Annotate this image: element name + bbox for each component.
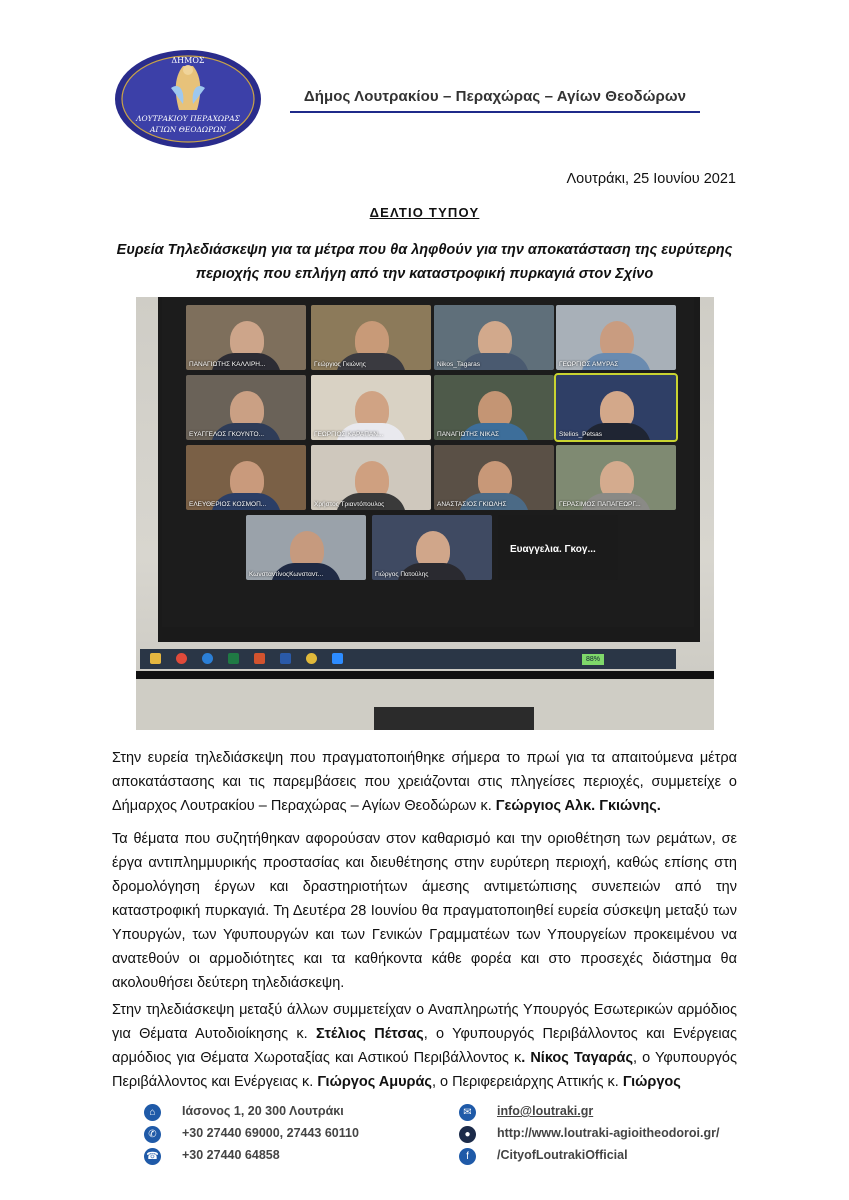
word-icon — [280, 653, 291, 664]
name-amyras: Γιώργος Αμυράς — [317, 1074, 432, 1090]
fax-icon: ☎ — [144, 1148, 161, 1165]
header-title: Δήμος Λουτρακίου – Περαχώρας – Αγίων Θεοδώρων — [303, 88, 687, 105]
participant-name: ΕΥΑΓΓΕΛΟΣ ΓΚΟΥΝΤΟ... — [189, 431, 265, 438]
participant-name: Nikos_Tagaras — [437, 361, 480, 368]
video-tile — [311, 305, 431, 370]
video-tile — [186, 375, 306, 440]
video-tile — [186, 305, 306, 370]
edge-icon — [202, 653, 213, 664]
video-tile — [556, 445, 676, 510]
logo-top-text: ΔΗΜΟΣ — [171, 56, 205, 65]
participant-name: ΓΕΩΡΓΙΟΣ ΑΜΥΡΑΣ — [559, 361, 619, 368]
paragraph-3-part-4: , ο Περιφερειάρχης Αττικής κ. — [431, 1074, 623, 1090]
paragraph-2: Τα θέματα που συζητήθηκαν αφορούσαν στον καθαρισμό και την οριοθέτηση των ρεμάτων, σε έργα αντιπλημμυρικής προστασίας και διευθέτησης στην ευρύτερη περιοχή, καθώς επίσης στη δρομολόγηση έργων και δραστηριοτήτων άμεσης αντιμετώπισης συνεπειών από την καταστροφική πυρκαγιά. Τη Δευτέρα 28 Ιουνίου θα πραγματοποιηθεί ευρεία σύσκεψη μεταξύ των Υπουργών, των Υφυπουργών και των Γενικών Γραμματέων των Υπουργείων προκειμένου να ανατεθούν οι αρμοδιότητες και τα καθήκοντα κάθε φορέα και στο προσεχές διάστημα θα ακολουθήσει δεύτερη τηλεδιάσκεψη. — [112, 831, 737, 991]
audio-only-participant-name: Ευαγγελια. Γκογ... — [510, 544, 596, 555]
participant-name: ΠΑΝΑΓΙΩΤΗΣ ΚΑΛΛΙΡΗ... — [189, 361, 266, 368]
paragraph-3-part-2: , ο Υφυπουργός Περιβάλλοντος και Ενέργειας αρμόδιος για Θέματα Χωροταξίας και Αστικού Περιβάλλοντος κ — [112, 1026, 737, 1066]
press-release-subtitle: Ευρεία Τηλεδιάσκεψη για τα μέτρα που θα ληφθούν για την αποκατάσταση της ευρύτερης περιοχής που επλήγη από την καταστροφική πυρκαγιά στον Σχίνο — [116, 242, 733, 282]
mayor-name: Γεώργιος Αλκ. Γκιώνης. — [495, 798, 661, 814]
footer-email-link[interactable]: info@loutraki.gr — [497, 1104, 594, 1118]
globe-icon: ● — [459, 1126, 476, 1143]
video-tile — [246, 515, 366, 580]
video-tile — [434, 305, 554, 370]
participant-name: ΓΕΡΑΣΙΜΟΣ ΠΑΠΑΓΕΩΡΓ... — [559, 501, 641, 508]
paragraph-1-text: Στην ευρεία τηλεδιάσκεψη που πραγματοποιήθηκε σήμερα το πρωί για τα απαιτούμενα μέτρα αποκατάστασης και τις παρεμβάσεις που χρειάζονται στις πληγείσες περιοχές, συμμετείχε ο Δήμαρχος Λουτρακίου – Περαχώρας – Αγίων Θεοδώρων κ. — [112, 750, 737, 814]
video-tile — [372, 515, 492, 580]
name-petsas: Στέλιος Πέτσας — [316, 1026, 424, 1042]
logo-bottom-text-1: ΛΟΥΤΡΑΚΙΟΥ ΠΕΡΑΧΩΡΑΣ — [136, 114, 240, 123]
participant-name: ΓΕΩΡΓΙΟΣ ΚΑΡΑΠΑΝ... — [314, 431, 384, 438]
document-type-heading: ΔΕΛΤΙΟ ΤΥΠΟΥ — [369, 205, 480, 220]
paragraph-3-part-1: Στην τηλεδιάσκεψη μεταξύ άλλων συμμετείχαν ο Αναπληρωτής Υπουργός Εσωτερικών αρμόδιος για Θέματα Αυτοδιοίκησης κ. — [112, 1002, 737, 1042]
video-tile — [556, 375, 676, 440]
chrome-icon — [176, 653, 187, 664]
name-patoulis-partial: Γιώργος — [622, 1074, 681, 1090]
participant-name: ΕΛΕΥΘΕΡΙΟΣ ΚΟΣΜΟΠ... — [189, 501, 267, 508]
footer-facebook-link[interactable]: /CityofLoutrakiOfficial — [497, 1148, 628, 1162]
participant-name: Stelios_Petsas — [559, 431, 602, 438]
logo-bottom-text-2: ΑΓΙΩΝ ΘΕΟΔΩΡΩΝ — [150, 125, 226, 134]
chrome-icon-2 — [306, 653, 317, 664]
participant-name: Γεώργιος Γκιώνης — [314, 361, 366, 368]
participant-name: Χρήστος Τριαντόπουλος — [314, 501, 385, 508]
video-tile — [311, 445, 431, 510]
name-tagaras: . Νίκος Ταγαράς — [521, 1050, 633, 1066]
teleconference-photo — [136, 297, 714, 730]
excel-icon — [228, 653, 239, 664]
footer-fax: +30 27440 64858 — [182, 1148, 280, 1162]
paragraph-3-part-3: , ο Υφυπουργός Περιβάλλοντος και Ενέργειας κ. — [112, 1050, 737, 1090]
powerpoint-icon — [254, 653, 265, 664]
video-tile — [311, 375, 431, 440]
video-tile — [186, 445, 306, 510]
zoom-icon — [332, 653, 343, 664]
paragraph-1 — [112, 746, 737, 818]
paragraph-3 — [112, 998, 737, 1094]
email-icon: ✉ — [459, 1104, 476, 1121]
home-icon: ⌂ — [144, 1104, 161, 1121]
video-tile — [556, 305, 676, 370]
second-monitor — [374, 707, 534, 730]
footer-phone: +30 27440 69000, 27443 60110 — [182, 1126, 359, 1140]
video-tile — [434, 375, 554, 440]
monitor-bezel — [136, 671, 714, 679]
date-line: Λουτράκι, 25 Ιουνίου 2021 — [566, 171, 736, 187]
folder-icon — [150, 653, 161, 664]
municipality-logo — [113, 48, 263, 150]
participant-name: ΠΑΝΑΓΙΩΤΗΣ ΝΙΚΑΣ — [437, 431, 499, 438]
footer-address: Ιάσονος 1, 20 300 Λουτράκι — [182, 1104, 344, 1118]
participant-name: Γιώργος Πατούλης — [375, 571, 429, 578]
battery-indicator: 88% — [582, 654, 604, 665]
phone-icon: ✆ — [144, 1126, 161, 1143]
participant-name: ΑΝΑΣΤΑΣΙΟΣ ΓΚΙΩΛΗΣ — [437, 501, 507, 508]
footer-website-link[interactable]: http://www.loutraki-agioitheodoroi.gr/ — [497, 1126, 720, 1140]
participant-name: ΚωνσταντίνοςΚωνσταντ... — [249, 571, 324, 578]
facebook-icon: f — [459, 1148, 476, 1165]
video-tile — [434, 445, 554, 510]
header-divider — [290, 111, 700, 113]
